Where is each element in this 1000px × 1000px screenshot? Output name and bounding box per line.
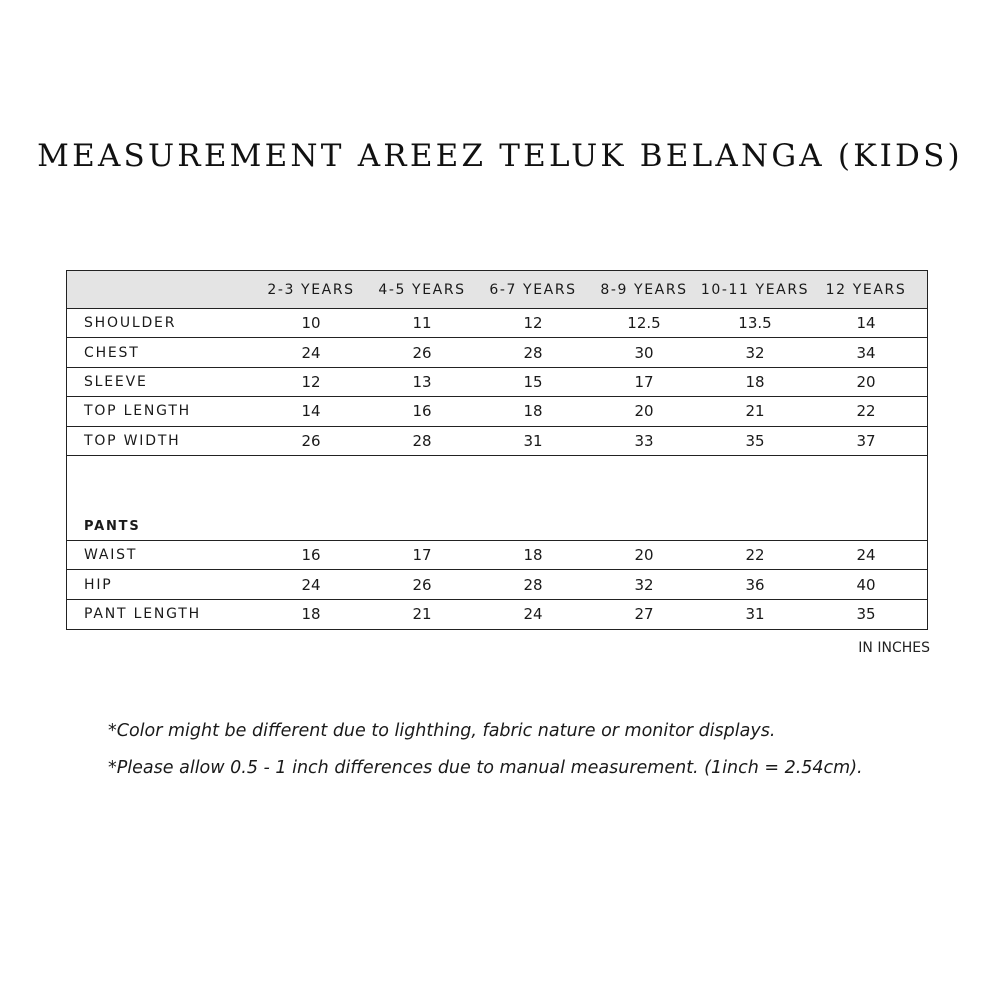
table-cell: 35 [745,431,765,450]
table-cell: 34 [856,343,876,362]
table-cell: 18 [745,372,765,391]
column-header: 10-11 YEARS [700,281,810,298]
table-row [67,427,927,456]
table-cell: 24 [301,343,321,362]
table-cell: 20 [634,402,654,421]
table-cell: 13 [412,372,432,391]
table-cell: 12 [301,372,321,391]
table-cell: 24 [856,546,876,565]
table-cell: 28 [523,343,543,362]
table-cell: 20 [634,546,654,565]
table-cell: 10 [301,314,321,333]
table-cell: 16 [412,402,432,421]
units-label: IN INCHES [858,640,930,656]
column-header: 4-5 YEARS [378,281,466,298]
table-cell: 14 [856,314,876,333]
table-cell: 31 [523,431,543,450]
pants-section-heading-row [67,456,927,541]
table-cell: 21 [745,402,765,421]
table-cell: 37 [856,431,876,450]
table-cell: 26 [412,575,432,594]
table-cell: 33 [634,431,654,450]
table-cell: 14 [301,402,321,421]
table-row [67,338,927,367]
row-label: CHEST [84,344,140,361]
row-label: WAIST [84,547,138,564]
table-cell: 12.5 [627,314,661,333]
column-header: 6-7 YEARS [489,281,577,298]
table-cell: 35 [856,605,876,624]
table-cell: 24 [301,575,321,594]
table-cell: 21 [412,605,432,624]
table-cell: 27 [634,605,654,624]
table-cell: 31 [745,605,765,624]
table-row [67,368,927,397]
table-cell: 18 [523,546,543,565]
table-cell: 28 [523,575,543,594]
table-cell: 32 [634,575,654,594]
table-cell: 28 [412,431,432,450]
row-label: TOP LENGTH [84,403,192,420]
table-cell: 40 [856,575,876,594]
table-cell: 30 [634,343,654,362]
table-cell: 18 [301,605,321,624]
page-title: MEASUREMENT AREEZ TELUK BELANGA (KIDS) [37,138,963,174]
table-cell: 20 [856,372,876,391]
row-label: PANT LENGTH [84,606,201,623]
table-cell: 22 [745,546,765,565]
table-cell: 24 [523,605,543,624]
color-disclaimer-note: *Color might be different due to lighthing, fabric nature or monitor displays. [108,721,776,741]
table-row [67,541,927,570]
row-label: HIP [84,576,113,593]
row-label: SLEEVE [84,373,148,390]
column-header: 2-3 YEARS [267,281,355,298]
size-chart-table [66,270,928,630]
table-row [67,600,927,629]
row-label: SHOULDER [84,315,177,332]
column-header: 12 YEARS [825,281,907,298]
pants-heading: PANTS [84,518,141,534]
table-cell: 16 [301,546,321,565]
table-cell: 18 [523,402,543,421]
table-row [67,570,927,599]
table-cell: 26 [412,343,432,362]
table-row [67,397,927,426]
table-cell: 22 [856,402,876,421]
table-cell: 12 [523,314,543,333]
table-cell: 11 [412,314,432,333]
table-cell: 32 [745,343,765,362]
table-cell: 17 [412,546,432,565]
table-cell: 13.5 [738,314,772,333]
column-header: 8-9 YEARS [600,281,688,298]
measurement-tolerance-note: *Please allow 0.5 - 1 inch differences due to manual measurement. (1inch = 2.54cm). [108,758,863,778]
table-cell: 15 [523,372,543,391]
table-header-row [67,271,927,309]
table-cell: 26 [301,431,321,450]
table-cell: 17 [634,372,654,391]
row-label: TOP WIDTH [84,432,181,449]
table-cell: 36 [745,575,765,594]
table-row [67,309,927,338]
